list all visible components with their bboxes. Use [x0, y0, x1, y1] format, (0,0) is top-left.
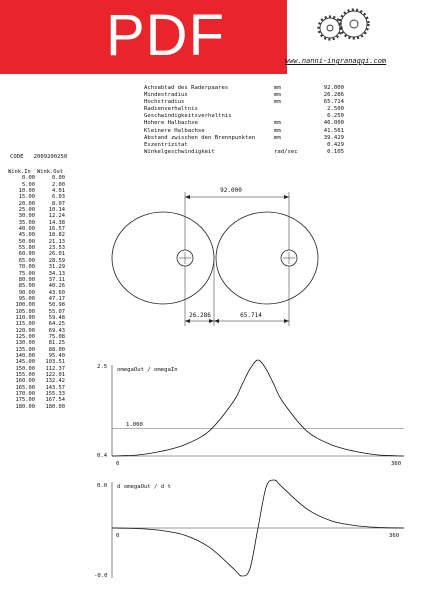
- code-label: CODE: [10, 154, 24, 160]
- table-cell: 95.40: [48, 352, 65, 359]
- table-cell: 26.01: [48, 251, 65, 258]
- table-cell: 18.82: [48, 232, 65, 239]
- parameter-label: Radienverhaltnis: [144, 106, 198, 113]
- table-cell: 43.60: [48, 289, 65, 296]
- max-radius-label: 65.714: [240, 312, 262, 319]
- table-cell: 155.00: [15, 372, 35, 378]
- table-cell: 160.00: [15, 378, 35, 385]
- derivative-x-tick-end: 360: [389, 533, 400, 539]
- table-cell: 175.00: [15, 397, 35, 404]
- parameter-unit: mm: [274, 85, 281, 91]
- table-cell: 47.17: [48, 295, 65, 302]
- table-cell: 34.13: [48, 270, 65, 277]
- gear-diagram: [112, 192, 318, 326]
- website-link[interactable]: www.nanni-ingranaggi.com: [285, 57, 387, 65]
- table-cell: 25.00: [18, 207, 35, 214]
- derivative-chart-title: d omegaOut / d t: [117, 484, 171, 490]
- parameter-unit: mm: [274, 99, 281, 106]
- table-cell: 60.00: [18, 251, 35, 258]
- table-cell: 2.00: [52, 181, 65, 188]
- parameter-value: 92.000: [323, 85, 344, 91]
- parameter-label: Exzentrizitat: [144, 141, 188, 148]
- table-cell: 50.00: [18, 238, 35, 245]
- parameter-unit: mm: [274, 120, 281, 127]
- table-cell: 37.11: [48, 276, 65, 283]
- table-cell: 5.00: [22, 181, 35, 188]
- parameter-label: Achsabtad des Raderpaares: [144, 85, 229, 91]
- ratio-curve: [112, 360, 404, 456]
- table-cell: 115.00: [15, 321, 35, 328]
- table-cell: 59.48: [48, 314, 65, 321]
- derivative-y-tick-top: 0.0: [97, 483, 108, 489]
- table-cell: 81.25: [48, 340, 65, 347]
- table-cell: 75.00: [18, 270, 35, 277]
- parameter-label: Winkelgeschwindigkeit: [144, 148, 215, 155]
- table-cell: 12.24: [48, 213, 65, 220]
- parameter-unit: mm: [274, 127, 281, 134]
- parameter-label: Hochstradius: [144, 99, 185, 106]
- table-cell: 35.00: [18, 219, 35, 226]
- parameter-label: Hohere Halbachse: [144, 120, 198, 127]
- table-cell: 40.00: [18, 226, 35, 233]
- parameter-label: Mindestradius: [144, 92, 188, 99]
- table-cell: 90.00: [18, 289, 35, 296]
- table-cell: 31.29: [48, 264, 65, 271]
- table-cell: 180.00: [45, 403, 65, 410]
- table-cell: 170.00: [15, 391, 35, 398]
- parameter-label: Kleinere Halbachse: [144, 127, 205, 134]
- table-cell: 110.00: [15, 314, 35, 321]
- table-cell: 65.00: [18, 257, 35, 264]
- table-cell: 20.00: [18, 200, 35, 207]
- parameter-value: 0.105: [327, 148, 344, 155]
- table-cell: 105.00: [15, 308, 35, 315]
- table-cell: 14.38: [48, 219, 65, 226]
- table-cell: 64.25: [48, 321, 65, 328]
- table-cell: 16.57: [48, 226, 65, 233]
- pdf-title: PDF: [106, 3, 225, 68]
- parameter-unit: mm: [274, 92, 281, 99]
- parameter-label: Geschwindigkeitsverhaltnis: [144, 113, 232, 120]
- table-cell: 8.07: [52, 200, 65, 207]
- table-cell: 15.00: [18, 194, 35, 201]
- right-ellipse-gear: [216, 212, 318, 304]
- table-cell: 55.00: [18, 245, 35, 252]
- table-cell: 70.00: [18, 264, 35, 271]
- table-cell: 85.00: [18, 283, 35, 290]
- derivative-chart: [112, 480, 404, 578]
- table-cell: 140.00: [15, 352, 35, 359]
- table-cell: 125.00: [15, 333, 35, 340]
- table-cell: 135.00: [15, 346, 35, 353]
- parameter-label: Abstand zwischen den Brennpunkten: [144, 134, 256, 141]
- table-cell: 112.37: [45, 365, 65, 372]
- parameter-value: 41.561: [323, 127, 344, 134]
- table-cell: 55.07: [48, 308, 65, 315]
- table-cell: 180.00: [15, 403, 35, 410]
- parameter-value: 0.429: [327, 141, 344, 148]
- table-header-cell: Wink.Out: [37, 169, 63, 175]
- table-cell: 0.00: [52, 175, 65, 182]
- parameter-unit: rad/sec: [274, 148, 298, 155]
- table-cell: 40.26: [48, 283, 65, 290]
- left-ellipse-gear: [112, 212, 214, 304]
- ratio-chart-title: omegaOut / omegaIn: [117, 367, 178, 373]
- table-cell: 100.00: [15, 302, 35, 309]
- table-header-cell: Wink.In: [8, 169, 31, 175]
- table-cell: 6.03: [52, 194, 65, 201]
- parameter-value: 6.250: [327, 113, 344, 120]
- table-cell: 122.01: [45, 372, 65, 378]
- table-cell: 69.43: [48, 327, 65, 334]
- parameter-value: 26.286: [323, 92, 344, 99]
- table-cell: 50.98: [48, 302, 65, 309]
- ratio-x-tick-start: 0: [116, 461, 120, 467]
- table-cell: 10.00: [18, 188, 35, 195]
- table-cell: 23.53: [48, 245, 65, 252]
- parameter-value: 2.500: [327, 106, 344, 113]
- table-cell: 130.00: [15, 340, 35, 347]
- ratio-reference-label: 1.000: [126, 422, 143, 428]
- table-cell: 30.00: [18, 213, 35, 220]
- table-cell: 145.00: [15, 359, 35, 366]
- ratio-y-tick-top: 2.5: [97, 364, 108, 370]
- code-value: 2009200250: [33, 154, 68, 160]
- table-cell: 80.00: [18, 276, 35, 283]
- parameter-value: 39.429: [323, 134, 344, 141]
- table-cell: 143.57: [45, 384, 65, 391]
- table-cell: 88.00: [48, 346, 65, 353]
- table-cell: 165.00: [15, 384, 35, 391]
- table-cell: 21.13: [48, 238, 65, 245]
- table-cell: 45.00: [18, 232, 35, 239]
- derivative-x-tick-start: 0: [116, 533, 120, 539]
- table-cell: 120.00: [15, 327, 35, 334]
- table-cell: 75.08: [48, 333, 65, 340]
- table-cell: 0.00: [22, 175, 35, 182]
- parameter-unit: mm: [274, 134, 281, 141]
- table-cell: 150.00: [15, 365, 35, 372]
- center-distance-label: 92.000: [220, 187, 242, 194]
- table-cell: 132.42: [45, 378, 65, 385]
- table-cell: 95.00: [18, 295, 35, 302]
- table-cell: 28.59: [48, 257, 65, 264]
- ratio-chart: [112, 360, 404, 456]
- ratio-x-tick-end: 360: [391, 461, 402, 467]
- table-cell: 167.54: [45, 397, 65, 404]
- table-cell: 155.33: [45, 391, 65, 398]
- derivative-y-tick-bottom: -0.0: [94, 573, 108, 579]
- table-cell: 103.51: [45, 359, 65, 366]
- min-radius-label: 26.286: [189, 312, 211, 319]
- parameter-value: 65.714: [323, 99, 344, 106]
- ratio-y-tick-bottom: 0.4: [97, 453, 108, 459]
- table-cell: 4.01: [52, 188, 65, 195]
- table-cell: 10.14: [48, 207, 65, 214]
- parameter-value: 46.000: [323, 120, 344, 127]
